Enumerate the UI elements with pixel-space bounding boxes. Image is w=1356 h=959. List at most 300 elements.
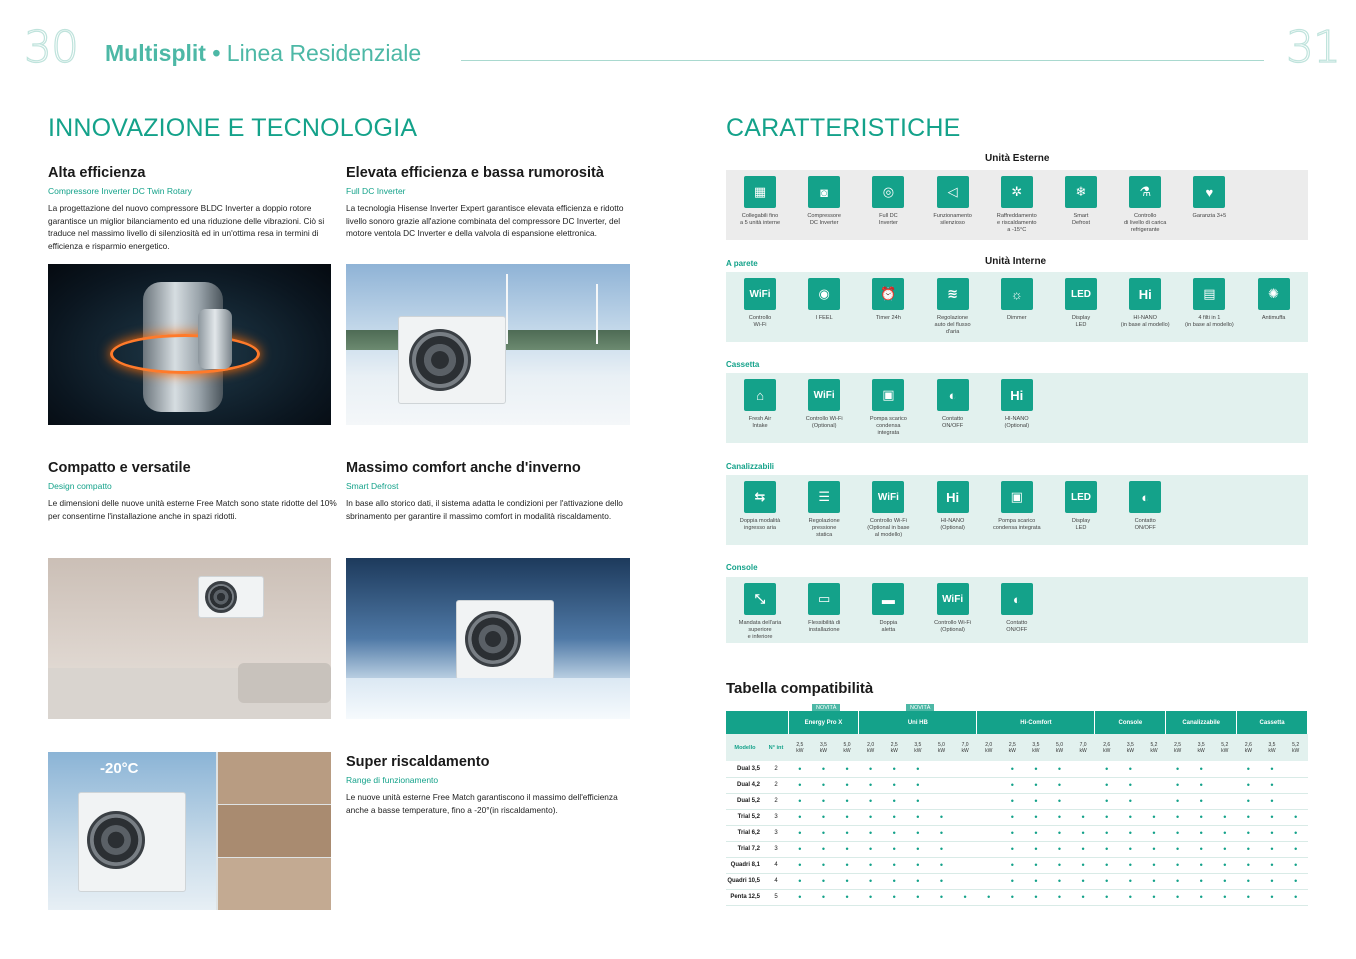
compatible-dot: • bbox=[1048, 777, 1072, 793]
feature-caption: Flessibilità di installazione bbox=[808, 620, 841, 633]
contact-icon: ◐ bbox=[1001, 583, 1033, 615]
compatible-dot: • bbox=[812, 825, 836, 841]
header-title-sep: • bbox=[212, 40, 221, 66]
feature-item bbox=[792, 176, 856, 227]
turbine-mast bbox=[506, 274, 508, 344]
compressor-icon: ◙ bbox=[808, 176, 840, 208]
feature-alta-efficienza bbox=[48, 165, 338, 252]
feature-item bbox=[921, 583, 985, 634]
feature-title: Compatto e versatile bbox=[48, 460, 191, 476]
compatible-dot: • bbox=[812, 857, 836, 873]
feature-subtitle: Design compatto bbox=[48, 481, 112, 491]
compatible-dot: • bbox=[1048, 889, 1072, 905]
feature-caption: Funzionamento silenzioso bbox=[933, 213, 972, 226]
compatible-dot: • bbox=[882, 809, 906, 825]
contact-icon: ◐ bbox=[937, 379, 969, 411]
capacity-header: 3,5 kW bbox=[1119, 734, 1143, 761]
group-label: Canalizzabili bbox=[726, 462, 775, 471]
compatible-dot: • bbox=[930, 873, 954, 889]
compatible-dot: • bbox=[788, 825, 812, 841]
compatible-dot: • bbox=[1119, 825, 1143, 841]
compatible-dot: • bbox=[1071, 889, 1095, 905]
empty-cell bbox=[1071, 777, 1095, 793]
capacity-header: 2,5 kW bbox=[882, 734, 906, 761]
compatible-dot: • bbox=[1213, 873, 1237, 889]
compatible-dot: • bbox=[788, 761, 812, 777]
compatible-dot: • bbox=[1095, 761, 1119, 777]
empty-cell bbox=[930, 793, 954, 809]
compatible-dot: • bbox=[1213, 841, 1237, 857]
feature-caption: Display LED bbox=[1071, 518, 1091, 531]
feature-strip bbox=[726, 373, 1308, 443]
table-row bbox=[726, 809, 1308, 825]
compatible-dot: • bbox=[1284, 825, 1308, 841]
feature-item bbox=[985, 176, 1049, 233]
compatible-dot: • bbox=[906, 793, 930, 809]
feature-item bbox=[1242, 278, 1306, 322]
compressor-accumulator bbox=[198, 309, 232, 369]
compatible-dot: • bbox=[1284, 873, 1308, 889]
nint-cell: 4 bbox=[764, 857, 788, 873]
feature-item bbox=[921, 176, 985, 227]
compatible-dot: • bbox=[812, 777, 836, 793]
empty-cell bbox=[1213, 793, 1237, 809]
feature-item bbox=[985, 278, 1049, 322]
wifi-icon: WiFi bbox=[872, 481, 904, 513]
silent-icon: ◁ bbox=[937, 176, 969, 208]
page-number-left: 30 bbox=[24, 22, 78, 73]
feature-title: Super riscaldamento bbox=[346, 754, 490, 770]
snow-photo bbox=[346, 558, 630, 719]
compatible-dot: • bbox=[1048, 857, 1072, 873]
empty-cell bbox=[977, 857, 1001, 873]
compatible-dot: • bbox=[788, 873, 812, 889]
capacity-header: 5,0 kW bbox=[835, 734, 859, 761]
header-title-light: Linea Residenziale bbox=[226, 40, 422, 66]
capacity-header: 2,5 kW bbox=[1000, 734, 1024, 761]
feature-item bbox=[1177, 278, 1241, 329]
empty-cell bbox=[953, 809, 977, 825]
compatible-dot: • bbox=[906, 841, 930, 857]
col-model-header: Modello bbox=[726, 734, 764, 761]
feature-item bbox=[728, 278, 792, 329]
compatible-dot: • bbox=[1119, 873, 1143, 889]
section-title-innovazione: INNOVAZIONE E TECNOLOGIA bbox=[48, 114, 418, 142]
feature-caption: Regolazione auto del flusso d'aria bbox=[934, 315, 971, 335]
table-row bbox=[726, 761, 1308, 777]
feature-caption: Contatto ON/OFF bbox=[1006, 620, 1028, 633]
compatible-dot: • bbox=[1071, 873, 1095, 889]
compatible-dot: • bbox=[1237, 889, 1261, 905]
empty-cell bbox=[977, 841, 1001, 857]
feature-bassa-rumorosita bbox=[346, 165, 626, 240]
feature-text: La tecnologia Hisense Inverter Expert garantisce elevata efficienza e ridotto livello sonoro grazie all'azione combinata del compressore DC Inverter, del motore ventola DC Inverter e della valvola di espansione elettronica. bbox=[346, 203, 624, 238]
empty-cell bbox=[953, 873, 977, 889]
compatible-dot: • bbox=[1119, 761, 1143, 777]
outdoor-unit bbox=[398, 316, 506, 404]
nint-cell: 4 bbox=[764, 873, 788, 889]
empty-cell bbox=[1284, 761, 1308, 777]
feature-caption: HI-NANO (Optional) bbox=[1004, 416, 1030, 429]
outdoor-unit bbox=[456, 600, 554, 680]
compatible-dot: • bbox=[1000, 761, 1024, 777]
empty-cell bbox=[1142, 793, 1166, 809]
feature-item bbox=[728, 583, 792, 640]
sofa bbox=[238, 663, 331, 703]
dimmer-icon: ☼ bbox=[1001, 278, 1033, 310]
compatible-dot: • bbox=[1260, 825, 1284, 841]
compatible-dot: • bbox=[1024, 793, 1048, 809]
compatible-dot: • bbox=[1000, 777, 1024, 793]
novita-badge: NOVITÀ bbox=[906, 704, 934, 712]
compatible-dot: • bbox=[1260, 761, 1284, 777]
compatible-dot: • bbox=[1000, 793, 1024, 809]
compatible-dot: • bbox=[1095, 825, 1119, 841]
heat-ring bbox=[110, 334, 260, 374]
compatible-dot: • bbox=[1237, 761, 1261, 777]
compatible-dot: • bbox=[835, 825, 859, 841]
feature-item bbox=[856, 176, 920, 227]
compatible-dot: • bbox=[812, 889, 836, 905]
feature-item bbox=[985, 583, 1049, 634]
compatible-dot: • bbox=[1166, 841, 1190, 857]
compatible-dot: • bbox=[1166, 889, 1190, 905]
compatible-dot: • bbox=[835, 889, 859, 905]
model-cell: Dual 4,2 bbox=[726, 777, 764, 793]
compatible-dot: • bbox=[1237, 809, 1261, 825]
feature-text: In base allo storico dati, il sistema adatta le condizioni per l'attivazione dello sbrinamento per garantire il massimo comfort in modalità riscaldamento. bbox=[346, 498, 623, 521]
table-group-header: Uni HB bbox=[859, 711, 977, 734]
empty-cell bbox=[977, 825, 1001, 841]
empty-cell bbox=[977, 777, 1001, 793]
compatible-dot: • bbox=[930, 841, 954, 857]
nint-cell: 2 bbox=[764, 793, 788, 809]
empty-cell bbox=[1142, 761, 1166, 777]
compatible-dot: • bbox=[1284, 857, 1308, 873]
feature-subtitle: Range di funzionamento bbox=[346, 775, 439, 785]
feature-caption: Controllo Wi-Fi (Optional in base al modello) bbox=[867, 518, 910, 538]
feature-caption: Controllo di livello di carica refrigerante bbox=[1124, 213, 1167, 233]
feature-strip bbox=[726, 170, 1308, 240]
unit-fan bbox=[205, 581, 237, 613]
feature-caption: Controllo Wi-Fi (Optional) bbox=[934, 620, 972, 633]
feature-caption: Raffreddamento e riscaldamento a -15°C bbox=[996, 213, 1037, 233]
feature-caption: Display LED bbox=[1071, 315, 1091, 328]
compatible-dot: • bbox=[835, 857, 859, 873]
capacity-header: 5,2 kW bbox=[1213, 734, 1237, 761]
compatible-dot: • bbox=[930, 825, 954, 841]
flex-install-icon: ▭ bbox=[808, 583, 840, 615]
compatible-dot: • bbox=[1260, 809, 1284, 825]
empty-cell bbox=[953, 857, 977, 873]
compatible-dot: • bbox=[1095, 809, 1119, 825]
empty-cell bbox=[930, 777, 954, 793]
empty-cell bbox=[1284, 777, 1308, 793]
compatible-dot: • bbox=[882, 825, 906, 841]
fulldc-icon: ◎ bbox=[872, 176, 904, 208]
capacity-header: 5,0 kW bbox=[1048, 734, 1072, 761]
compatible-dot: • bbox=[953, 889, 977, 905]
capacity-header: 2,6 kW bbox=[1095, 734, 1119, 761]
feature-caption: Doppia aletta bbox=[879, 620, 898, 633]
compatible-dot: • bbox=[1260, 841, 1284, 857]
interior-photo bbox=[48, 558, 331, 719]
compatible-dot: • bbox=[882, 793, 906, 809]
feature-item bbox=[728, 176, 792, 227]
capacity-header: 5,0 kW bbox=[930, 734, 954, 761]
empty-cell bbox=[930, 761, 954, 777]
contact-icon: ◐ bbox=[1129, 481, 1161, 513]
pump-icon: ▣ bbox=[1001, 481, 1033, 513]
hinano-icon: Hi bbox=[1129, 278, 1161, 310]
compatible-dot: • bbox=[1260, 889, 1284, 905]
compatible-dot: • bbox=[1166, 825, 1190, 841]
compatible-dot: • bbox=[1213, 857, 1237, 873]
model-cell: Trial 5,2 bbox=[726, 809, 764, 825]
table-group-header: Cassetta bbox=[1237, 711, 1308, 734]
compatible-dot: • bbox=[882, 873, 906, 889]
compatible-dot: • bbox=[1071, 809, 1095, 825]
feature-caption: Full DC Inverter bbox=[878, 213, 898, 226]
compatible-dot: • bbox=[835, 777, 859, 793]
compatible-dot: • bbox=[1000, 857, 1024, 873]
compatible-dot: • bbox=[1142, 873, 1166, 889]
feature-item bbox=[985, 379, 1049, 430]
group-label: A parete bbox=[726, 259, 758, 268]
capacity-header: 2,6 kW bbox=[1237, 734, 1261, 761]
compatible-dot: • bbox=[835, 809, 859, 825]
group-heading: Unità Esterne bbox=[985, 153, 1050, 164]
feature-comfort-inverno bbox=[346, 460, 626, 522]
compatible-dot: • bbox=[882, 777, 906, 793]
table-group-header: Energy Pro X bbox=[788, 711, 859, 734]
table-row bbox=[726, 857, 1308, 873]
feature-caption: Pompa scarico condensa integrata bbox=[993, 518, 1041, 531]
compatible-dot: • bbox=[1260, 793, 1284, 809]
empty-cell bbox=[1142, 777, 1166, 793]
defrost-icon: ❄ bbox=[1065, 176, 1097, 208]
compatible-dot: • bbox=[1166, 777, 1190, 793]
compatible-dot: • bbox=[1119, 857, 1143, 873]
unit-fan bbox=[409, 329, 471, 391]
feature-item bbox=[1113, 278, 1177, 329]
feature-caption: Controllo Wi-Fi (Optional) bbox=[805, 416, 843, 429]
compatible-dot: • bbox=[1000, 825, 1024, 841]
compatible-dot: • bbox=[1024, 761, 1048, 777]
table-row bbox=[726, 889, 1308, 905]
compatible-dot: • bbox=[1000, 809, 1024, 825]
empty-cell bbox=[1213, 761, 1237, 777]
compatible-dot: • bbox=[835, 793, 859, 809]
compatible-dot: • bbox=[1119, 793, 1143, 809]
room-panel bbox=[218, 805, 331, 857]
hinano-icon: Hi bbox=[1001, 379, 1033, 411]
compatible-dot: • bbox=[882, 857, 906, 873]
compatible-dot: • bbox=[1213, 809, 1237, 825]
empty-cell bbox=[977, 761, 1001, 777]
capacity-header: 2,0 kW bbox=[859, 734, 883, 761]
compatible-dot: • bbox=[835, 841, 859, 857]
compatible-dot: • bbox=[1095, 793, 1119, 809]
compatible-dot: • bbox=[1048, 793, 1072, 809]
feature-subtitle: Compressore Inverter DC Twin Rotary bbox=[48, 186, 192, 196]
compatible-dot: • bbox=[788, 841, 812, 857]
compatible-dot: • bbox=[859, 841, 883, 857]
capacity-header: 2,0 kW bbox=[977, 734, 1001, 761]
capacity-header: 3,5 kW bbox=[1189, 734, 1213, 761]
model-cell: Quadri 10,5 bbox=[726, 873, 764, 889]
compatible-dot: • bbox=[835, 761, 859, 777]
table-group-header: Canalizzabile bbox=[1166, 711, 1237, 734]
capacity-header: 7,0 kW bbox=[953, 734, 977, 761]
compatible-dot: • bbox=[835, 873, 859, 889]
group-heading: Unità Interne bbox=[985, 256, 1047, 267]
snow-sun-icon: ✲ bbox=[1001, 176, 1033, 208]
feature-item bbox=[728, 481, 792, 532]
compatible-dot: • bbox=[788, 777, 812, 793]
table-group-header: Console bbox=[1095, 711, 1166, 734]
pump-icon: ▣ bbox=[872, 379, 904, 411]
compatible-dot: • bbox=[859, 889, 883, 905]
feature-caption: Contatto ON/OFF bbox=[942, 416, 964, 429]
feature-item bbox=[1049, 176, 1113, 227]
table-corner bbox=[726, 711, 788, 734]
nint-cell: 3 bbox=[764, 841, 788, 857]
compatible-dot: • bbox=[812, 761, 836, 777]
compatible-dot: • bbox=[788, 793, 812, 809]
pressure-icon: ☰ bbox=[808, 481, 840, 513]
empty-cell bbox=[1071, 793, 1095, 809]
compatible-dot: • bbox=[1071, 841, 1095, 857]
feature-text: La progettazione del nuovo compressore BLDC Inverter a doppio rotore garantisce un miglior bilanciamento ed una riduzione delle vibrazioni. Ciò si traduce nel massimo livello di silenziosità ed in un'ottima resa in termini di efficienza e risparmio energetico. bbox=[48, 203, 325, 251]
compatible-dot: • bbox=[812, 873, 836, 889]
compatible-dot: • bbox=[906, 857, 930, 873]
compatible-dot: • bbox=[859, 857, 883, 873]
airflow-icon: ≋ bbox=[937, 278, 969, 310]
compatible-dot: • bbox=[1024, 809, 1048, 825]
compatible-dot: • bbox=[930, 889, 954, 905]
feature-item bbox=[1049, 278, 1113, 329]
feature-item bbox=[921, 379, 985, 430]
model-cell: Quadri 8,1 bbox=[726, 857, 764, 873]
novita-badge: NOVITÀ bbox=[812, 704, 840, 712]
compatible-dot: • bbox=[1166, 793, 1190, 809]
compatibility-table bbox=[726, 711, 1308, 906]
wifi-icon: WiFi bbox=[937, 583, 969, 615]
wind-farm-photo bbox=[346, 264, 630, 425]
capacity-header: 5,2 kW bbox=[1142, 734, 1166, 761]
header-title-bold: Multisplit bbox=[105, 40, 206, 66]
nint-cell: 3 bbox=[764, 809, 788, 825]
table-row bbox=[726, 793, 1308, 809]
fresh-air-icon: ⌂ bbox=[744, 379, 776, 411]
compatible-dot: • bbox=[1284, 809, 1308, 825]
compatible-dot: • bbox=[859, 873, 883, 889]
compatible-dot: • bbox=[1284, 841, 1308, 857]
unit-fan bbox=[465, 611, 521, 667]
compatible-dot: • bbox=[1189, 825, 1213, 841]
feature-caption: Timer 24h bbox=[875, 315, 901, 321]
compatible-dot: • bbox=[1119, 889, 1143, 905]
compatible-dot: • bbox=[859, 761, 883, 777]
feature-caption: Regolazione pressione statica bbox=[808, 518, 840, 538]
compatible-dot: • bbox=[1095, 873, 1119, 889]
compatibility-table-title: Tabella compatibilità bbox=[726, 680, 874, 697]
nint-cell: 5 bbox=[764, 889, 788, 905]
wifi-icon: WiFi bbox=[744, 278, 776, 310]
snow-ground bbox=[346, 678, 630, 719]
empty-cell bbox=[953, 793, 977, 809]
group-label: Cassetta bbox=[726, 360, 760, 369]
feature-item bbox=[1177, 176, 1241, 220]
model-cell: Trial 7,2 bbox=[726, 841, 764, 857]
compatible-dot: • bbox=[930, 857, 954, 873]
temperature-overlay: -20°C bbox=[100, 760, 139, 777]
feature-item bbox=[921, 278, 985, 335]
compatible-dot: • bbox=[1189, 873, 1213, 889]
wifi-icon: WiFi bbox=[808, 379, 840, 411]
compatible-dot: • bbox=[1189, 857, 1213, 873]
page-header-title bbox=[105, 40, 421, 67]
compatible-dot: • bbox=[906, 761, 930, 777]
empty-cell bbox=[953, 761, 977, 777]
compatible-dot: • bbox=[882, 889, 906, 905]
capacity-header: 5,2 kW bbox=[1284, 734, 1308, 761]
compatible-dot: • bbox=[882, 841, 906, 857]
col-nint-header: N° int bbox=[764, 734, 788, 761]
model-cell: Dual 5,2 bbox=[726, 793, 764, 809]
feature-caption: 4 filti in 1 (in base al modello) bbox=[1184, 315, 1234, 328]
feature-caption: Pompa scarico condensa integrata bbox=[869, 416, 907, 436]
timer-icon: ⏰ bbox=[872, 278, 904, 310]
compatible-dot: • bbox=[1189, 841, 1213, 857]
capacity-header: 3,5 kW bbox=[1024, 734, 1048, 761]
feature-subtitle: Full DC Inverter bbox=[346, 186, 406, 196]
stack-icon: ▦ bbox=[744, 176, 776, 208]
compatible-dot: • bbox=[1237, 873, 1261, 889]
model-cell: Penta 12,5 bbox=[726, 889, 764, 905]
feature-caption: Compressore DC Inverter bbox=[807, 213, 841, 226]
compatible-dot: • bbox=[1213, 825, 1237, 841]
wall-outdoor-unit bbox=[198, 576, 264, 618]
feature-caption: Controllo Wi-Fi bbox=[748, 315, 772, 328]
compatible-dot: • bbox=[788, 889, 812, 905]
nint-cell: 3 bbox=[764, 825, 788, 841]
compatible-dot: • bbox=[1237, 825, 1261, 841]
feature-strip bbox=[726, 475, 1308, 545]
compatible-dot: • bbox=[1048, 825, 1072, 841]
outdoor-unit bbox=[78, 792, 186, 892]
feature-caption: Garanzia 3+5 bbox=[1192, 213, 1227, 219]
compatible-dot: • bbox=[788, 857, 812, 873]
dual-intake-icon: ⇆ bbox=[744, 481, 776, 513]
compatible-dot: • bbox=[906, 809, 930, 825]
group-label: Console bbox=[726, 563, 758, 572]
nint-cell: 2 bbox=[764, 761, 788, 777]
compatible-dot: • bbox=[1142, 857, 1166, 873]
feature-item bbox=[1113, 481, 1177, 532]
compatible-dot: • bbox=[1119, 841, 1143, 857]
feature-item bbox=[792, 583, 856, 634]
feature-item bbox=[1113, 176, 1177, 233]
empty-cell bbox=[953, 841, 977, 857]
compatible-dot: • bbox=[1260, 873, 1284, 889]
empty-cell bbox=[953, 825, 977, 841]
compatible-dot: • bbox=[812, 793, 836, 809]
led-icon: LED bbox=[1065, 278, 1097, 310]
header-divider bbox=[461, 60, 1264, 61]
warranty-icon: ♥ bbox=[1193, 176, 1225, 208]
